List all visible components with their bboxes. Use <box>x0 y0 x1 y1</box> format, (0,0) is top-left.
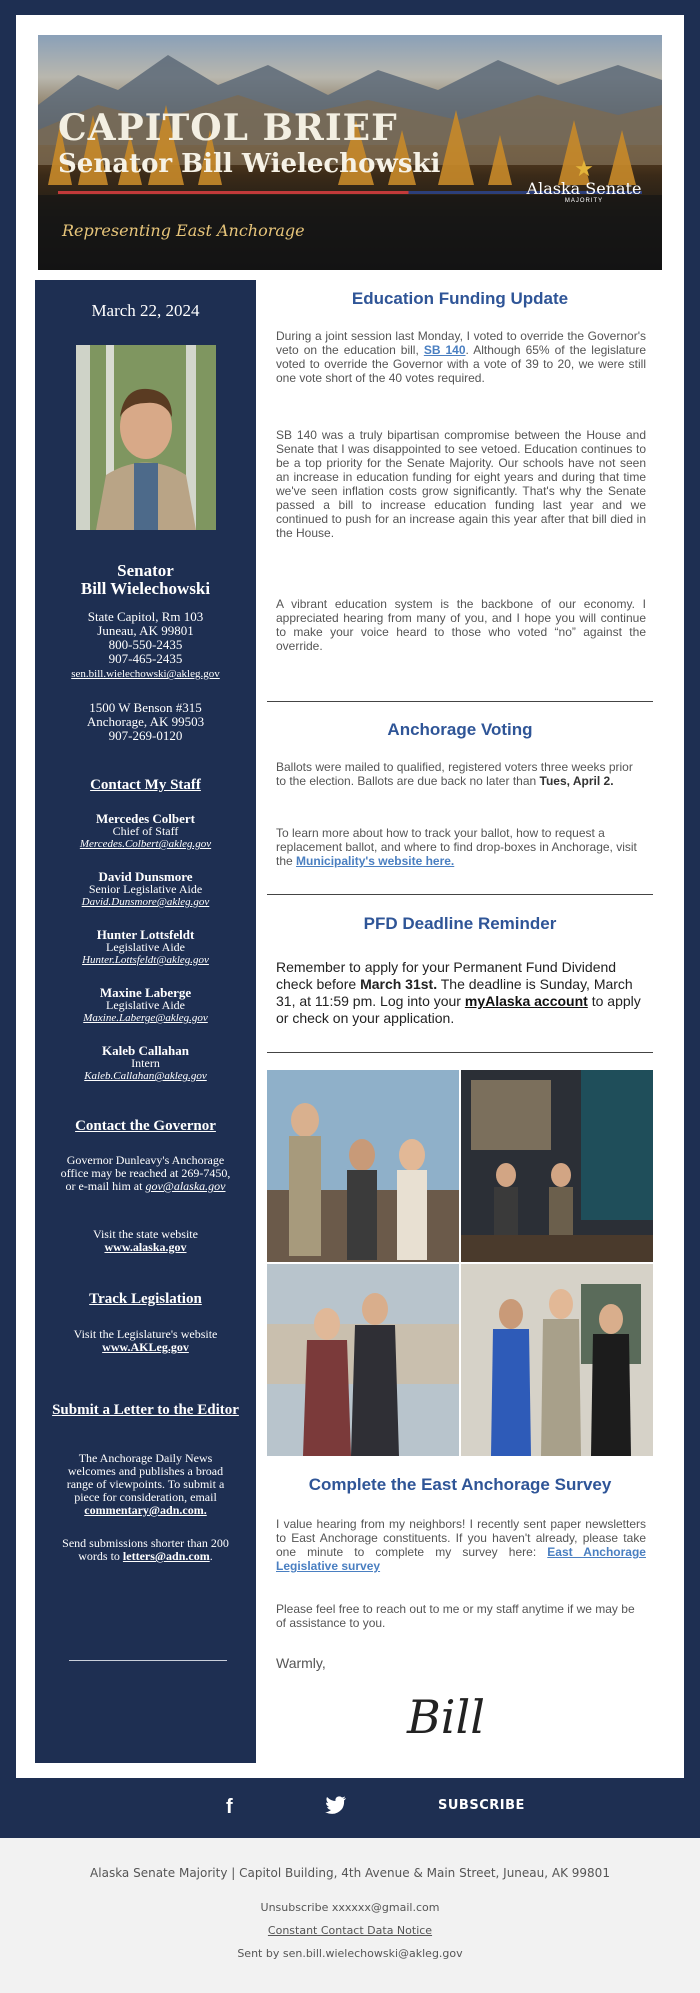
sidebar <box>35 280 256 1763</box>
track-legislation-heading[interactable]: Track Legislation <box>89 1291 202 1307</box>
facebook-icon[interactable]: f <box>226 1796 233 1818</box>
senator-photo <box>76 345 216 530</box>
banner-tagline: Representing East Anchorage <box>62 221 305 240</box>
survey-paragraph: I value hearing from my neighbors! I recently sent paper newsletters to East Anchorage constituents. If you haven't already, please take one minute to complete my survey here: East Anchorage Legislative survey <box>276 1517 646 1573</box>
staff-member: Maxine Laberge Legislative Aide Maxine.Laberge@akleg.gov <box>35 986 256 1025</box>
staff-member: Hunter Lottsfeldt Legislative Aide Hunter.Lottsfeldt@akleg.gov <box>35 928 256 967</box>
staff-email-link[interactable]: Maxine.Laberge@akleg.gov <box>83 1012 208 1024</box>
staff-member: David Dunsmore Senior Legislative Aide David.Dunsmore@akleg.gov <box>35 870 256 909</box>
header-banner <box>38 35 662 270</box>
submit-letter-heading[interactable]: Submit a Letter to the Editor <box>52 1402 239 1418</box>
capitol-office-address: State Capitol, Rm 103 Juneau, AK 99801 800-550-2435 907-465-2435 <box>87 609 204 666</box>
pfd-section-title: PFD Deadline Reminder <box>363 914 557 933</box>
footer-address: Alaska Senate Majority | Capitol Building, 4th Avenue & Main Street, Juneau, AK 99801 <box>90 1866 610 1880</box>
education-paragraph: SB 140 was a truly bipartisan compromise between the House and Senate that I was disappointed to see vetoed. Education continues to be a top priority for the Senate Majority. Our schools have not seen an increase in education funding for eight years and during that time we've seen inflation costs grow significantly. That's why the Senate passed a bill to increase education funding last year and we continued to push for an increase again this year after that bill died in the House. <box>276 428 646 540</box>
contact-governor-heading[interactable]: Contact the Governor <box>75 1118 216 1134</box>
voting-paragraph: Ballots were mailed to qualified, registered voters three weeks prior to the election. Ballots are due back no later than Tues, April 2. <box>276 760 633 788</box>
star-icon: ★ <box>574 156 594 181</box>
staff-email-link[interactable]: Hunter.Lottsfeldt@akleg.gov <box>82 954 209 966</box>
senator-name-heading: Senator Bill Wielechowski <box>58 149 441 179</box>
pfd-paragraph: Remember to apply for your Permanent Fund Dividend check before March 31st. The deadline is Sunday, March 31, at 11:59 pm. Log into your myAlaska account to apply or check on your application. <box>276 959 641 1026</box>
survey-section-title: Complete the East Anchorage Survey <box>308 1475 612 1494</box>
twitter-icon[interactable] <box>325 1796 347 1820</box>
signature: Bill <box>407 1690 485 1744</box>
social-bar <box>0 1778 700 1838</box>
staff-email-link[interactable]: David.Dunsmore@akleg.gov <box>81 896 210 908</box>
governor-email-link[interactable]: gov@alaska.gov <box>145 1179 226 1193</box>
senator-name: Senator Bill Wielechowski <box>80 561 211 598</box>
myalaska-account-link[interactable]: myAlaska account <box>464 993 588 1009</box>
staff-email-link[interactable]: Kaleb.Callahan@akleg.gov <box>84 1070 207 1082</box>
sb140-link[interactable]: SB 140 <box>423 343 466 357</box>
letter-to-editor-text: The Anchorage Daily News welcomes and publishes a broad range of viewpoints. To submit a piece for consideration, email commentary@adn.com. <box>66 1451 225 1517</box>
state-website: Visit the state website www.alaska.gov <box>93 1227 198 1254</box>
event-photo <box>267 1070 459 1262</box>
anchorage-office-address: 1500 W Benson #315 Anchorage, AK 99503 907-269-0120 <box>86 700 205 743</box>
letters-email-link[interactable]: letters@adn.com <box>122 1549 210 1563</box>
senator-email-link[interactable]: sen.bill.wielechowski@akleg.gov <box>71 668 220 680</box>
event-photo-collage <box>267 1070 653 1456</box>
unsubscribe-link[interactable]: Unsubscribe xxxxxx@gmail.com <box>260 1901 440 1914</box>
contact-staff-heading[interactable]: Contact My Staff <box>90 777 201 793</box>
footer <box>0 1838 700 1993</box>
alaska-senate-logo: ★ Alaska Senate MAJORITY <box>524 159 644 204</box>
education-paragraph: A vibrant education system is the backbone of our economy. I appreciated hearing from many of you, and I hope you will continue to make your voice heard to those who voted “no” against the override. <box>276 597 646 653</box>
voting-section-title: Anchorage Voting <box>387 720 533 739</box>
closing-salutation: Warmly, <box>276 1655 326 1671</box>
newsletter-title: CAPITOL BRIEF <box>58 107 398 149</box>
akleg-website-link[interactable]: www.AKLeg.gov <box>102 1340 189 1354</box>
newsletter-date: March 22, 2024 <box>91 301 200 320</box>
sent-by-text: Sent by sen.bill.wielechowski@akleg.gov <box>237 1947 463 1960</box>
education-section-title: Education Funding Update <box>351 289 569 308</box>
section-divider <box>267 701 653 702</box>
event-photo <box>461 1070 653 1262</box>
voting-paragraph: To learn more about how to track your ballot, how to request a replacement ballot, and where to find drop-boxes in Anchorage, visit the Municipality's website here. <box>276 826 637 868</box>
staff-member: Mercedes Colbert Chief of Staff Mercedes.Colbert@akleg.gov <box>35 812 256 851</box>
legislature-website: Visit the Legislature's website www.AKLeg.gov <box>73 1327 218 1354</box>
data-notice-link[interactable]: Constant Contact Data Notice <box>267 1924 433 1937</box>
state-website-link[interactable]: www.alaska.gov <box>104 1240 187 1254</box>
closing-paragraph: Please feel free to reach out to me or my staff anytime if we may be of assistance to you. <box>276 1602 635 1630</box>
event-photo <box>267 1264 459 1456</box>
education-paragraph: During a joint session last Monday, I voted to override the Governor's veto on the education bill, SB 140. Although 65% of the legislature voted to override the Governor with a vote of 39 to 20, we were still one vote short of the 40 votes required. <box>276 329 646 385</box>
municipality-website-link[interactable]: Municipality's website here. <box>296 854 455 868</box>
commentary-email-link[interactable]: commentary@adn.com. <box>84 1503 207 1517</box>
subscribe-button[interactable]: SUBSCRIBE <box>438 1798 525 1813</box>
section-divider <box>267 1052 653 1053</box>
staff-email-link[interactable]: Mercedes.Colbert@akleg.gov <box>79 838 212 850</box>
event-photo <box>461 1264 653 1456</box>
survey-link[interactable]: East Anchorage Legislative survey <box>276 1545 646 1573</box>
governor-contact-text: Governor Dunleavy's Anchorage office may be reached at 269-7450, or e-mail him at gov@alaska.gov <box>60 1153 231 1193</box>
submission-guidelines: Send submissions shorter than 200 words to letters@adn.com. <box>62 1536 229 1563</box>
staff-member: Kaleb Callahan Intern Kaleb.Callahan@akleg.gov <box>35 1044 256 1083</box>
sidebar-divider <box>69 1660 227 1661</box>
section-divider <box>267 894 653 895</box>
